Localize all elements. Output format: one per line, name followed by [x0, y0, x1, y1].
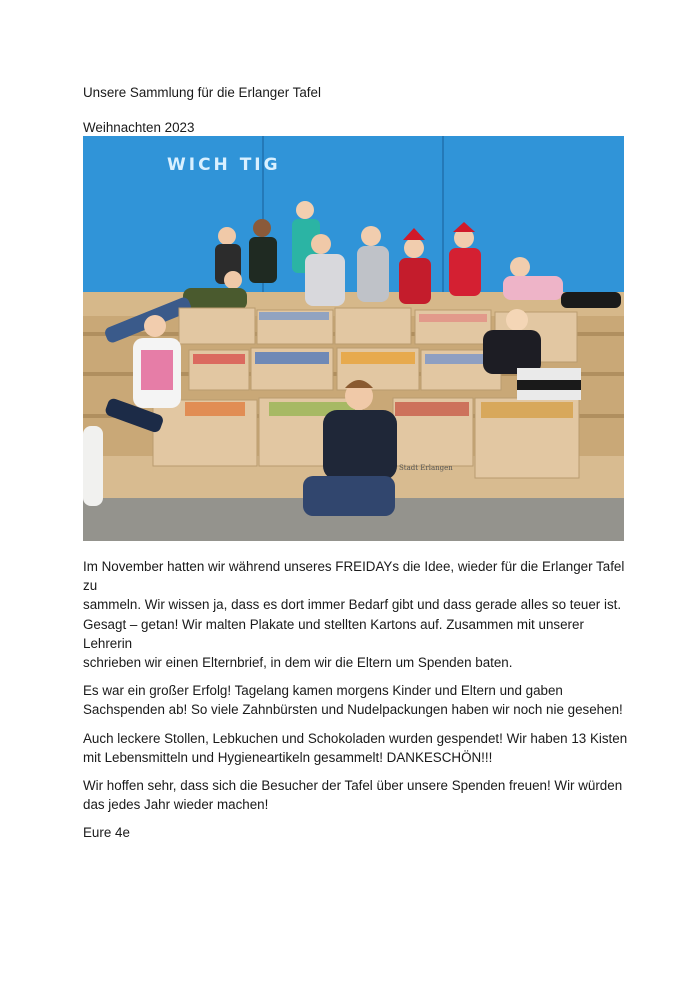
paragraph-line: Im November hatten wir während unseres FREIDAYs die Idee, wieder für die Erlanger Tafel zu [83, 559, 625, 594]
box-label: Stadt Erlangen [399, 464, 453, 472]
paragraph-line: Auch leckere Stollen, Lebkuchen und Schokoladen wurden gespendet! Wir haben 13 Kisten [83, 730, 628, 746]
signature: Eure 4e [83, 825, 130, 841]
paragraph-4 [83, 776, 628, 814]
paragraph-3 [83, 729, 628, 767]
paragraph-line: sammeln. Wir wissen ja, dass es dort immer Bedarf gibt und dass gerade alles so teuer ist. [83, 597, 622, 613]
document-subtitle: Weihnachten 2023 [83, 120, 195, 135]
paragraph-1 [83, 557, 628, 672]
wall-lettering: WICH TIG [167, 155, 281, 175]
paragraph-2 [83, 681, 628, 719]
class-photo [83, 136, 624, 541]
article-body [83, 557, 628, 852]
document-title: Unsere Sammlung für die Erlanger Tafel [83, 85, 321, 100]
paragraph-line: Gesagt – getan! Wir malten Plakate und stellten Kartons auf. Zusammen mit unserer Lehrerin [83, 616, 584, 651]
paragraph-line: Es war ein großer Erfolg! Tagelang kamen morgens Kinder und Eltern und gaben [83, 683, 563, 699]
paragraph-line: schrieben wir einen Elternbrief, in dem wir die Eltern um Spenden baten. [83, 655, 513, 671]
paragraph-line: das jedes Jahr wieder machen! [83, 797, 269, 813]
paragraph-line: Sachspenden ab! So viele Zahnbürsten und Nudelpackungen haben wir noch nie gesehen! [83, 702, 623, 718]
paragraph-line: mit Lebensmitteln und Hygieneartikeln gesammelt! DANKESCHÖN!!! [83, 749, 493, 765]
paragraph-line: Wir hoffen sehr, dass sich die Besucher der Tafel über unsere Spenden freuen! Wir würden [83, 778, 623, 794]
